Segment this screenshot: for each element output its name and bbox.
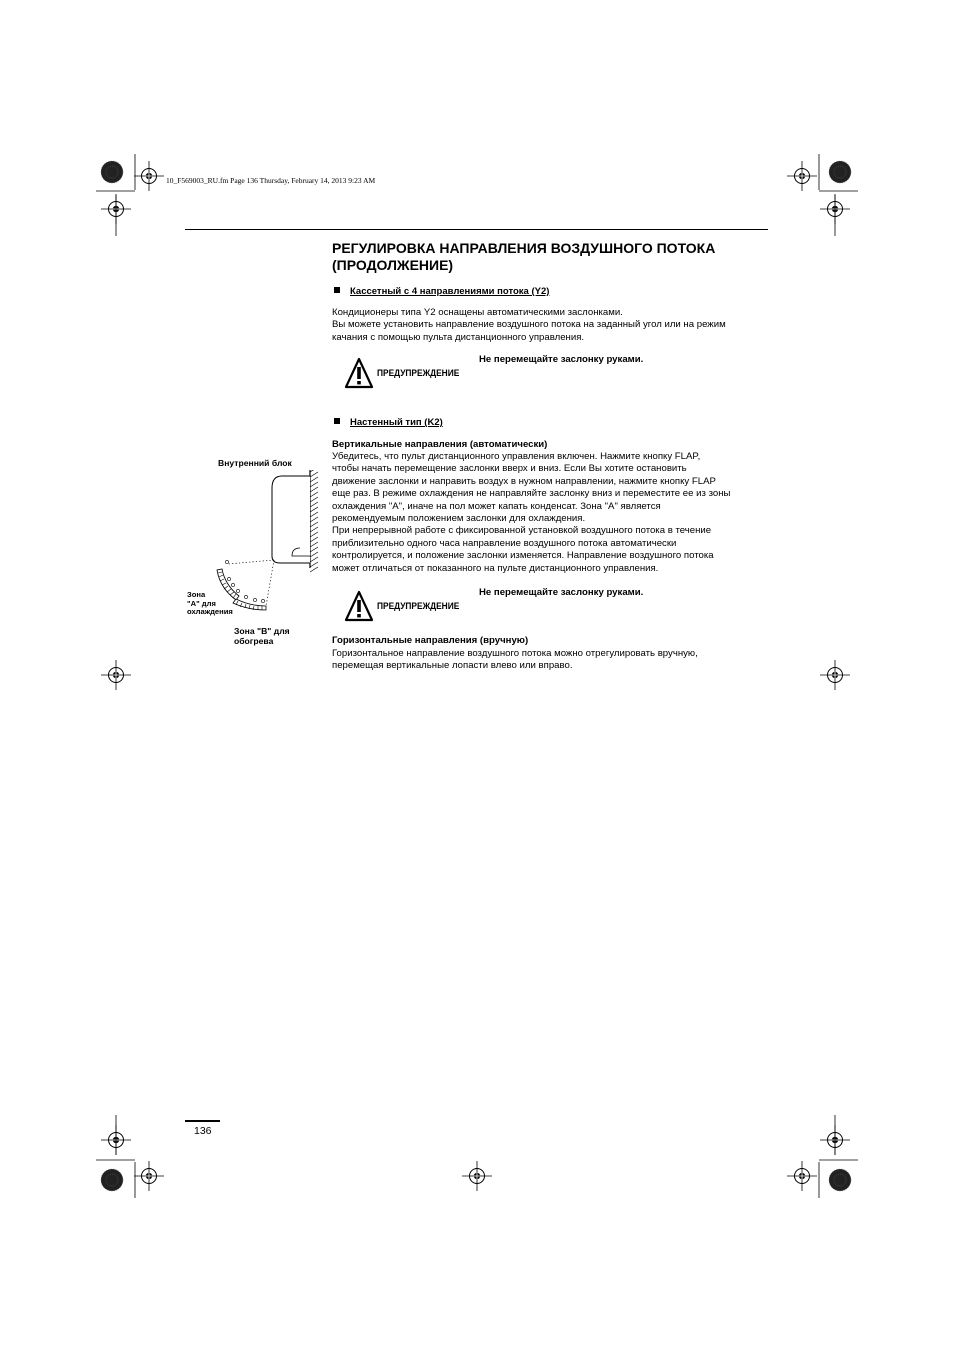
indoor-unit-label: Внутренний блок bbox=[218, 458, 292, 468]
zone-b-label bbox=[234, 626, 290, 646]
warning-label: ПРЕДУПРЕЖДЕНИЕ bbox=[377, 368, 460, 379]
y2-para-line: качания с помощью пульта дистанционного управления. bbox=[332, 331, 585, 343]
warning-triangle-icon bbox=[344, 357, 374, 389]
bullet-square bbox=[334, 418, 340, 424]
horizontal-para-line: перемещая вертикальные лопасти влево или вправо. bbox=[332, 660, 573, 672]
section-heading-y2-text: Кассетный с 4 направлениями потока (Y2) bbox=[350, 286, 550, 297]
registration-mark-top-right bbox=[787, 154, 858, 236]
warning-label: ПРЕДУПРЕЖДЕНИЕ bbox=[377, 601, 460, 612]
warning-triangle-icon bbox=[344, 590, 374, 622]
registration-mark-mid-left bbox=[101, 660, 131, 690]
section-heading-y2 bbox=[334, 286, 549, 297]
registration-mark-mid-right bbox=[820, 660, 850, 690]
page-title bbox=[332, 240, 715, 274]
warning-text: Не перемещайте заслонку руками. bbox=[479, 587, 644, 598]
registration-mark-bottom-center bbox=[462, 1161, 492, 1191]
vertical-heading: Вертикальные направления (автоматически) bbox=[332, 439, 548, 450]
zone-a-label-line: охлаждения bbox=[187, 607, 233, 617]
warning-text: Не перемещайте заслонку руками. bbox=[479, 354, 644, 365]
page-title-line1: РЕГУЛИРОВКА НАПРАВЛЕНИЯ ВОЗДУШНОГО ПОТОКА bbox=[332, 240, 716, 256]
vertical-para-line: Убедитесь, что пульт дистанционного управления включен. Нажмите кнопку FLAP, bbox=[332, 451, 701, 462]
vertical-para-line: контролируется, и положение заслонки изменяется. Направление воздушного потока bbox=[332, 550, 714, 562]
section-heading-k2-text: Настенный тип (K2) bbox=[350, 417, 443, 428]
file-info: 10_F569003_RU.fm Page 136 Thursday, February 14, 2013 9:23 AM bbox=[166, 176, 376, 185]
vertical-para-line: может отличаться от показанного на пульте дистанционного управления. bbox=[332, 562, 659, 574]
zone-b-label-line: Зона "B" для bbox=[234, 626, 290, 636]
vertical-para-line: охлаждения "A", иначе на пол может капать конденсат. Зона "A" является bbox=[332, 500, 661, 512]
zone-b-band bbox=[233, 599, 266, 610]
horizontal-para-line: Горизонтальное направление воздушного потока можно отрегулировать вручную, bbox=[332, 648, 698, 659]
registration-mark-bottom-right bbox=[787, 1115, 858, 1198]
zone-a-label-line: "A" для bbox=[187, 598, 216, 608]
page-number-rule bbox=[185, 1120, 220, 1122]
bullet-square bbox=[334, 287, 340, 293]
section-heading-k2 bbox=[334, 417, 443, 428]
vertical-para-line: еще раз. В режиме охлаждения не направляйте заслонку вниз и переместите ее из зоны bbox=[332, 488, 731, 500]
zone-b-label-line: обогрева bbox=[234, 636, 274, 646]
y2-para-line: Кондиционеры типа Y2 оснащены автоматическими заслонками. bbox=[332, 307, 623, 318]
zone-a-label bbox=[187, 591, 233, 617]
vertical-paragraph bbox=[332, 451, 772, 575]
vertical-para-line: При непрерывной работе с фиксированной установкой воздушного потока в течение bbox=[332, 525, 712, 537]
horizontal-heading: Горизонтальные направления (вручную) bbox=[332, 635, 529, 646]
vertical-para-line: рекомендуемым положением заслонки для охлаждения. bbox=[332, 513, 586, 525]
indoor-unit-shape bbox=[272, 476, 310, 563]
wall-hatching bbox=[310, 470, 318, 572]
page-number: 136 bbox=[194, 1125, 212, 1137]
vertical-para-line: приблизительно одного часа направление воздушного потока автоматически bbox=[332, 537, 677, 549]
vertical-para-line: движение заслонки и направить воздух в нужном направлении, нажмите кнопку FLAP bbox=[332, 475, 716, 487]
horizontal-paragraph bbox=[332, 648, 772, 673]
registration-mark-top-left bbox=[96, 154, 164, 236]
y2-para-line: Вы можете установить направление воздушного потока на заданный угол или на режим bbox=[332, 319, 726, 331]
y2-paragraph bbox=[332, 307, 772, 344]
zone-a-label-line: Зона bbox=[187, 590, 206, 599]
registration-mark-bottom-left bbox=[96, 1115, 164, 1198]
top-rule bbox=[185, 229, 768, 230]
vertical-para-line: чтобы начать перемещение заслонки вверх и вниз. Если Вы хотите остановить bbox=[332, 463, 687, 475]
page-title-line2: (ПРОДОЛЖЕНИЕ) bbox=[332, 257, 454, 273]
